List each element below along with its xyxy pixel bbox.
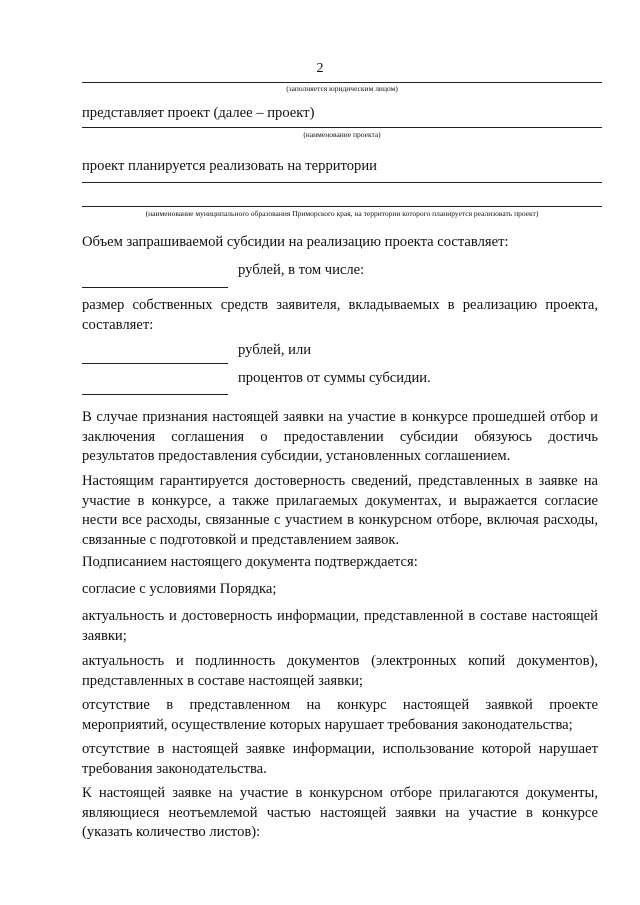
text-rubles-including: рублей, в том числе: — [238, 262, 365, 278]
fill-line-legal-entity — [82, 82, 602, 83]
paragraph-consent: согласие с условиями Порядка; — [82, 581, 277, 597]
text-rubles-or: рублей, или — [238, 342, 312, 358]
fill-line-subsidy-amount — [82, 287, 228, 288]
fill-line-project-name — [82, 127, 602, 128]
text-subsidy-amount: Объем запрашиваемой субсидии на реализацию проекта составляет: — [82, 234, 509, 250]
page-number: 2 — [316, 61, 324, 76]
text-own-funds: размер собственных средств заявителя, вкладываемых в реализацию проекта, составляет: — [82, 297, 598, 333]
paragraph-no-info: отсутствие в настоящей заявке информации, использование которой нарушает требования законодательства. — [82, 741, 598, 777]
caption-municipality: (наименование муниципального образования Приморского края, на территории которого планируется реализовать проект) — [145, 209, 539, 218]
fill-line-territory-1 — [82, 182, 602, 183]
paragraph-guarantee: Настоящим гарантируется достоверность сведений, представленных в заявке на участие в конкурсе, а также прилагаемых документах, и выражается согласие нести все расходы, связанные с участием в конкурсном отборе, включая расходы, связанные с подготовкой и представлением заявок. — [82, 473, 598, 548]
paragraph-documents: актуальность и подлинность документов (электронных копий документов), представленных в составе настоящей заявки; — [82, 653, 598, 689]
paragraph-information: актуальность и достоверность информации, представленной в составе настоящей заявки; — [82, 608, 598, 644]
text-percent: процентов от суммы субсидии. — [238, 370, 431, 386]
fill-line-own-funds — [82, 363, 228, 364]
paragraph-obligation: В случае признания настоящей заявки на участие в конкурсе прошедшей отбор и заключения соглашения о предоставлении субсидии обязуюсь достичь результатов предоставления субсидии, установленных соглашением. — [82, 409, 598, 464]
caption-project-name: (наименование проекта) — [303, 130, 381, 139]
paragraph-no-violations: отсутствие в представленном на конкурс настоящей заявкой проекте мероприятий, осуществление которых нарушает требования законодательства; — [82, 697, 598, 733]
paragraph-attachments: К настоящей заявке на участие в конкурсном отборе прилагаются документы, являющиеся неотъемлемой частью настоящей заявки на участие в конкурсе (указать количество листов): — [82, 785, 598, 840]
paragraph-confirmation: Подписанием настоящего документа подтверждается: — [82, 554, 418, 570]
text-represents-project: представляет проект (далее – проект) — [82, 105, 315, 121]
text-territory: проект планируется реализовать на территории — [82, 158, 377, 174]
fill-line-percent — [82, 394, 228, 395]
caption-legal-entity: (заполняется юридическим лицом) — [286, 84, 398, 93]
fill-line-territory-2 — [82, 206, 602, 207]
